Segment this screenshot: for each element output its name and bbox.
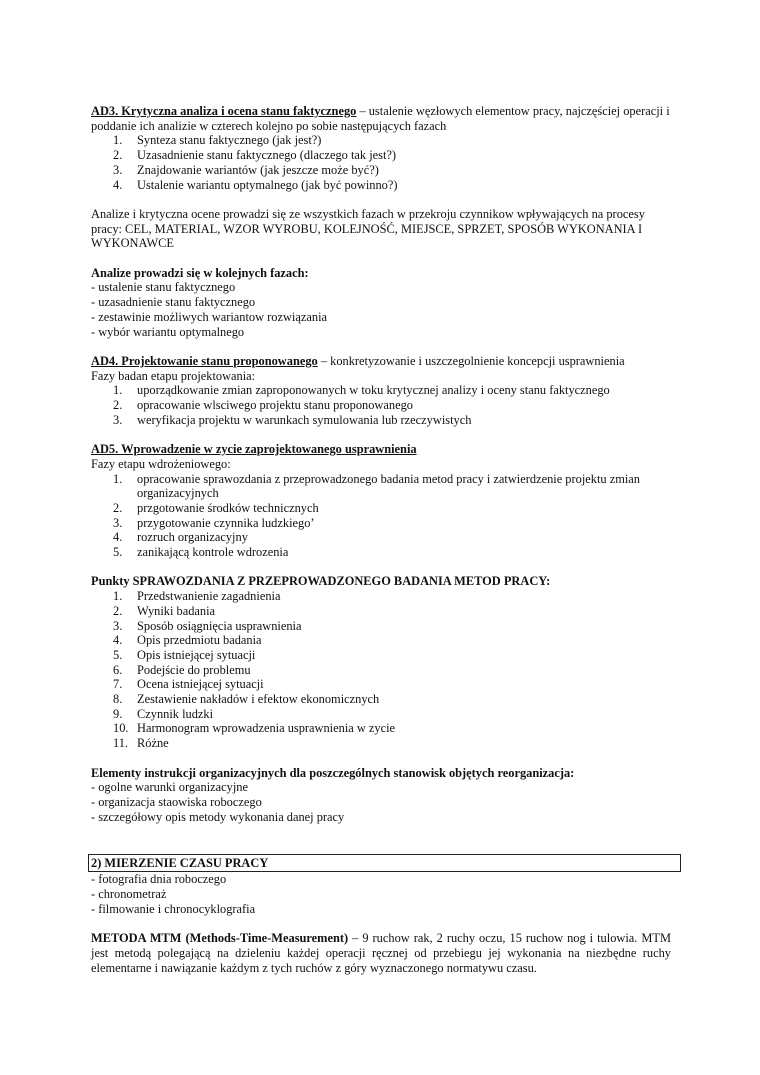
ad5-heading: AD5. Wprowadzenie w zycie zaprojektowanego usprawnienia <box>91 442 417 457</box>
list-item: 2. Uzasadnienie stanu faktycznego (dlaczego tak jest?) <box>113 148 397 163</box>
ad4-steps-list <box>91 383 671 427</box>
ad4-intro: Fazy badan etapu projektowania: <box>91 368 256 383</box>
document-content <box>91 104 671 975</box>
instructions-heading: Elementy instrukcji organizacyjnych dla poszczególnych stanowisk objętych reorganizacja: <box>91 765 575 780</box>
list-item: 8. Zestawienie nakładów i efektow ekonomicznych <box>113 692 380 707</box>
list-item: 7. Ocena istniejącej sytuacji <box>113 677 264 692</box>
ad3-heading-description: – ustalenie węzłowych elementow pracy, najczęściej operacji i poddanie ich analizie w czterech kolejno po sobie następujących fazach <box>91 104 670 133</box>
list-item: 5. Opis istniejącej sytuacji <box>113 647 256 662</box>
list-item: 3. Znajdowanie wariantów (jak jeszcze może być?) <box>113 162 379 177</box>
list-item: - uzasadnienie stanu faktycznego <box>91 295 256 310</box>
list-item: - chronometraż <box>91 887 167 902</box>
list-item: 3. weryfikacja projektu w warunkach symulowania lub rzeczywistych <box>113 412 472 427</box>
list-item: 1. Przedstwanienie zagadnienia <box>113 589 281 604</box>
list-item: - wybór wariantu optymalnego <box>91 324 245 339</box>
report-heading: Punkty SPRAWOZDANIA Z PRZEPROWADZONEGO BADANIA METOD PRACY: <box>91 574 551 589</box>
mtm-heading: METODA MTM (Methods-Time-Measurement) <box>91 931 349 946</box>
ad4-heading: AD4. Projektowanie stanu proponowanego <box>91 353 318 368</box>
ad3-heading: AD3. Krytyczna analiza i ocena stanu faktycznego <box>91 104 357 118</box>
list-item: 1. opracowanie sprawozdania z przeprowadzonego badania metod pracy i zatwierdzenie projektu zmian organizacyjnych <box>113 471 640 501</box>
list-item: - filmowanie i chronocyklografia <box>91 901 256 916</box>
report-items-list <box>91 589 671 751</box>
list-item: 2. Wyniki badania <box>113 603 216 618</box>
list-item: 3. Sposób osiągnięcia usprawnienia <box>113 618 302 633</box>
list-item: 4. Ustalenie wariantu optymalnego (jak być powinno?) <box>113 177 398 192</box>
ad5-steps-list <box>91 472 671 560</box>
list-item: 9. Czynnik ludzki <box>113 706 214 721</box>
ad4-paragraph <box>91 354 671 369</box>
section2-heading-box <box>88 854 681 873</box>
list-item: - ustalenie stanu faktycznego <box>91 280 236 295</box>
mtm-text: – 9 ruchow rak, 2 ruchy oczu, 15 ruchow nog i tulowia. MTM jest metodą polegającą na dzieleniu każdej operacji ręcznej od przebiegu jej wykonania na niezbędne ruchy elementarne i nawiązanie każdym z tych ruchów z góry wyznaczonego normatywu czasu. <box>91 931 671 975</box>
list-item: 6. Podejście do problemu <box>113 662 251 677</box>
list-item: 5. zanikającą kontrole wdrozenia <box>113 545 289 560</box>
list-item: 1. Synteza stanu faktycznego (jak jest?) <box>113 133 322 148</box>
ad5-paragraph <box>91 442 671 457</box>
list-item: - fotografia dnia roboczego <box>91 872 227 887</box>
analysis-paragraph: Analize i krytyczna ocene prowadzi się ze wszystkich fazach w przekroju czynnikow wpływających na procesy pracy: CEL, MATERIAL, WZOR WYROBU, KOLEJNOŚĆ, MIEJSCE, SPRZET, SPOSÓB WYKONANIA I WYKONAWCE <box>91 206 645 251</box>
list-item: 11. Różne <box>113 736 169 751</box>
ad4-heading-description: – konkretyzowanie i uszczegolnienie koncepcji usprawnienia <box>317 353 625 368</box>
mtm-paragraph <box>91 931 671 975</box>
list-item: 1. uporządkowanie zmian zaproponowanych w toku krytycznej analizy i oceny stanu faktycznego <box>113 383 610 398</box>
list-item: 4. Opis przedmiotu badania <box>113 633 262 648</box>
list-item: - ogolne warunki organizacyjne <box>91 780 249 795</box>
list-item: 3. przygotowanie czynnika ludzkiego’ <box>113 515 315 530</box>
list-item: - szczegółowy opis metody wykonania danej pracy <box>91 809 345 824</box>
ad3-paragraph <box>91 104 671 133</box>
section2-heading: 2) MIERZENIE CZASU PRACY <box>91 855 269 870</box>
list-item: - organizacja staowiska roboczego <box>91 794 262 809</box>
ad5-intro: Fazy etapu wdrożeniowego: <box>91 456 231 471</box>
list-item: - zestawinie możliwych wariantow rozwiązania <box>91 309 328 324</box>
list-item: 2. przgotowanie środków technicznych <box>113 500 319 515</box>
list-item: 2. opracowanie wlsciwego projektu stanu proponowanego <box>113 398 413 413</box>
ad3-steps-list <box>91 133 671 192</box>
phases-heading: Analize prowadzi się w kolejnych fazach: <box>91 265 309 280</box>
list-item: 4. rozruch organizacyjny <box>113 530 248 545</box>
list-item: 10. Harmonogram wprowadzenia usprawnienia w zycie <box>113 721 396 736</box>
